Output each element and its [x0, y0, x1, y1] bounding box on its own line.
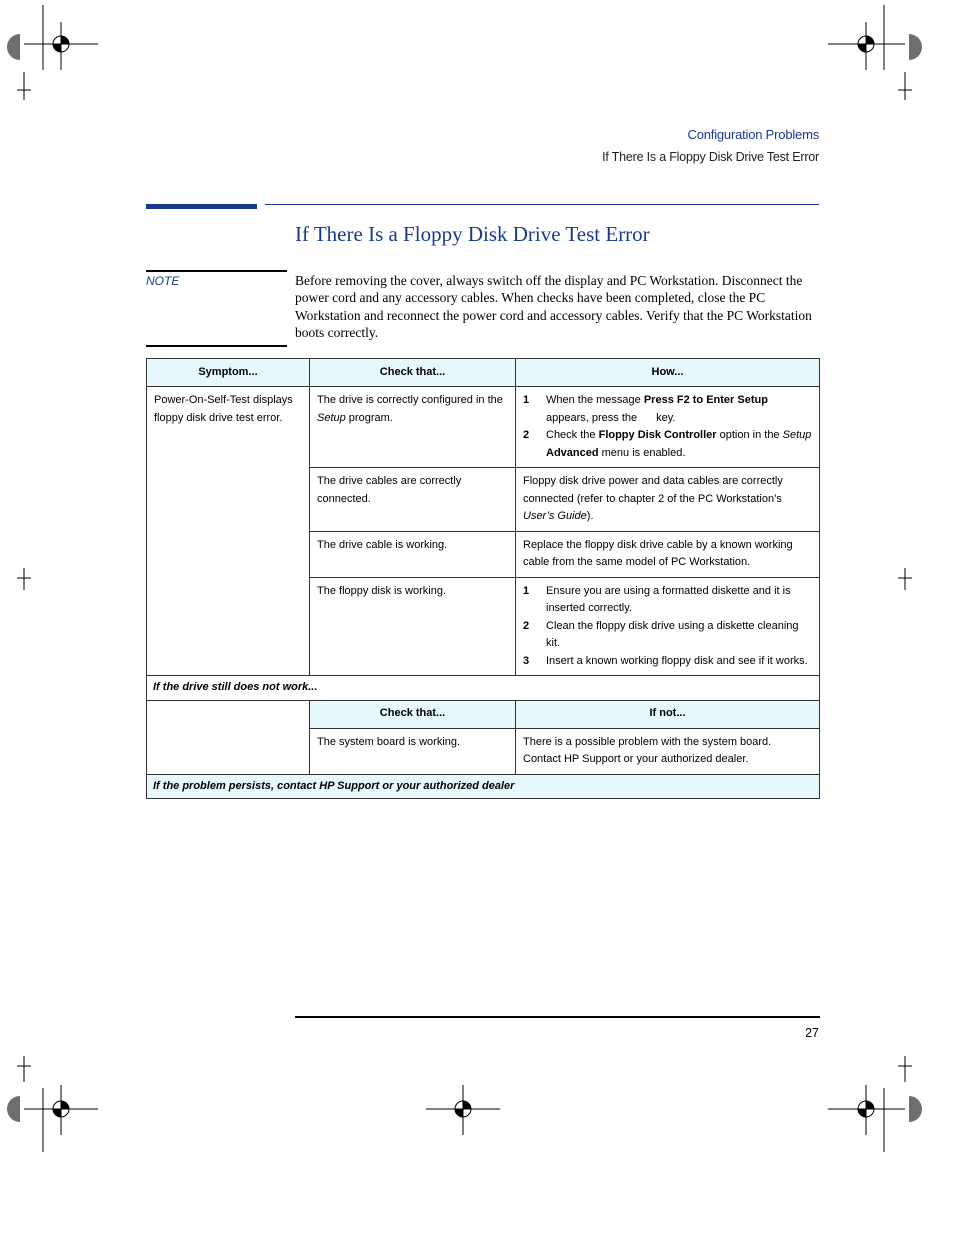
- running-header-section: Configuration Problems: [687, 127, 819, 142]
- step: 2 Clean the floppy disk drive using a diskette cleaning kit.: [523, 619, 799, 649]
- still-not-work-row: [147, 676, 820, 701]
- header-symptom: Symptom...: [147, 359, 310, 387]
- still-not-work-label: If the drive still does not work...: [147, 676, 820, 701]
- step: 3 Insert a known working floppy disk and see if it works.: [523, 654, 808, 667]
- note-text: Before removing the cover, always switch off the display and PC Workstation. Disconnect the power cord and any accessory cables. When checks have been completed, close the PC Workstation and reconnect the power cord and accessory cables. Verify that the PC Workstation boots correctly.: [295, 273, 812, 340]
- troubleshooting-table: [146, 358, 820, 799]
- table-header-row: [147, 359, 820, 387]
- note-rule-top: [146, 270, 287, 272]
- how-cell: Floppy disk drive power and data cables are correctly connected (refer to chapter 2 of the PC Workstation’s User’s Guide).: [516, 468, 820, 532]
- how-cell: Replace the floppy disk drive cable by a known working cable from the same model of PC Workstation.: [516, 531, 820, 577]
- blank-cell: [147, 700, 310, 774]
- note-label: NOTE: [146, 274, 180, 288]
- ifnot-cell: There is a possible problem with the system board. Contact HP Support or your authorized dealer.: [516, 728, 820, 774]
- persists-row: [147, 774, 820, 799]
- page-title: If There Is a Floppy Disk Drive Test Error: [295, 222, 650, 246]
- check-cell: The drive cables are correctly connected.: [310, 468, 516, 532]
- page-number: 27: [805, 1026, 819, 1040]
- step: 1 When the message Press F2 to Enter Setup appears, press the F2 key.: [523, 394, 768, 424]
- table-header-row-2: [147, 700, 820, 728]
- persists-label: If the problem persists, contact HP Support or your authorized dealer: [147, 774, 820, 799]
- note-rule-bottom: [146, 345, 287, 347]
- header-check-2: Check that...: [310, 700, 516, 728]
- check-cell: The system board is working.: [310, 728, 516, 774]
- header-ifnot: If not...: [516, 700, 820, 728]
- footer-rule: [295, 1016, 820, 1018]
- table-row: [147, 387, 820, 468]
- header-check: Check that...: [310, 359, 516, 387]
- check-cell: The floppy disk is working.: [310, 577, 516, 676]
- section-rule-accent: [146, 204, 257, 209]
- step: 1 Ensure you are using a formatted diskette and it is inserted correctly.: [523, 584, 791, 614]
- running-header-topic: If There Is a Floppy Disk Drive Test Error: [602, 150, 819, 164]
- check-cell: The drive cable is working.: [310, 531, 516, 577]
- how-cell: [516, 387, 820, 468]
- how-cell: [516, 577, 820, 676]
- header-how: How...: [516, 359, 820, 387]
- symptom-cell: Power-On-Self-Test displays floppy disk drive test error.: [147, 387, 310, 676]
- step: 2 Check the Floppy Disk Controller option in the Setup Advanced menu is enabled.: [523, 429, 812, 459]
- check-cell: The drive is correctly configured in the Setup program.: [310, 387, 516, 468]
- section-rule: [265, 204, 819, 205]
